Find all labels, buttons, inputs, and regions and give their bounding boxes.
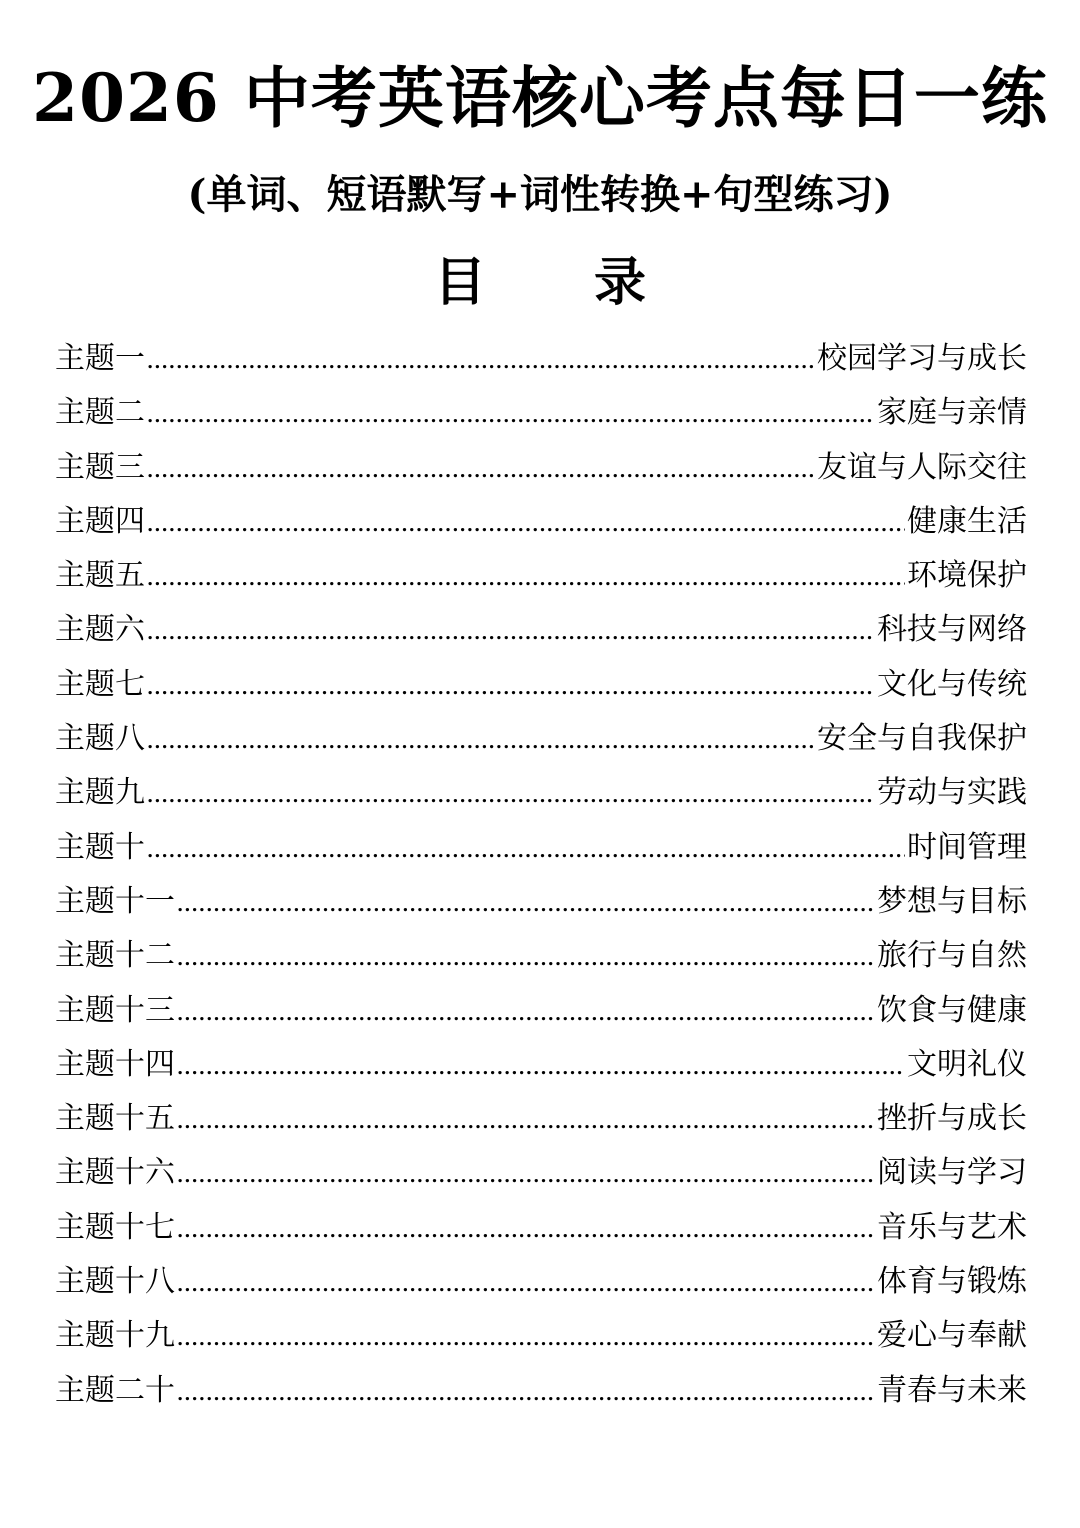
toc-entry-label: 主题十九 bbox=[55, 1318, 175, 1354]
toc-entry-label: 主题三 bbox=[55, 449, 145, 485]
toc-entry-topic: 家庭与亲情 bbox=[877, 395, 1027, 431]
toc-leader-dots bbox=[147, 607, 875, 661]
page-subtitle: (单词、短语默写+词性转换+句型练习) bbox=[187, 171, 893, 218]
toc-entry-label: 主题八 bbox=[55, 721, 145, 757]
toc-entry-label: 主题五 bbox=[55, 558, 145, 594]
toc-entry-label: 主题二十 bbox=[55, 1372, 175, 1408]
toc-leader-dots bbox=[177, 1259, 875, 1313]
toc-entry[interactable] bbox=[55, 603, 1027, 657]
toc-leader-dots bbox=[147, 825, 905, 879]
toc-entry-label: 主题十三 bbox=[55, 992, 175, 1028]
toc-entry[interactable] bbox=[55, 549, 1027, 603]
toc-entry-topic: 文明礼仪 bbox=[907, 1046, 1027, 1082]
toc-leader-dots bbox=[147, 662, 875, 716]
toc-entry-label: 主题十一 bbox=[55, 883, 175, 919]
toc-entry[interactable] bbox=[55, 1255, 1027, 1309]
toc-entry[interactable] bbox=[55, 332, 1027, 386]
toc-entry-topic: 时间管理 bbox=[907, 829, 1027, 865]
toc-entry-label: 主题四 bbox=[55, 503, 145, 539]
toc-entry[interactable] bbox=[55, 875, 1027, 929]
toc-entry-label: 主题十五 bbox=[55, 1101, 175, 1137]
toc-entry-topic: 音乐与艺术 bbox=[877, 1209, 1027, 1245]
toc-entry-label: 主题十八 bbox=[55, 1264, 175, 1300]
toc-leader-dots bbox=[147, 770, 875, 824]
toc-entry-topic: 校园学习与成长 bbox=[817, 341, 1027, 376]
toc-entry-label: 主题六 bbox=[55, 612, 145, 648]
toc-entry-topic: 阅读与学习 bbox=[877, 1155, 1027, 1191]
toc-entry-topic: 科技与网络 bbox=[877, 612, 1027, 648]
toc-leader-dots bbox=[147, 445, 815, 499]
toc-leader-dots bbox=[177, 1313, 875, 1367]
toc-leader-dots bbox=[177, 933, 875, 987]
toc-entry[interactable] bbox=[55, 441, 1027, 495]
toc-entry-label: 主题十四 bbox=[55, 1046, 175, 1082]
toc-entry-topic: 安全与自我保护 bbox=[817, 721, 1027, 757]
toc-entry[interactable] bbox=[55, 929, 1027, 983]
page-title: 2026 中考英语核心考点每日一练 bbox=[32, 59, 1048, 137]
toc-entry-label: 主题十 bbox=[55, 829, 145, 865]
toc-entry-topic: 旅行与自然 bbox=[877, 938, 1027, 974]
toc-entry-topic: 劳动与实践 bbox=[877, 775, 1027, 811]
toc-entry-topic: 文化与传统 bbox=[877, 666, 1027, 702]
toc-entry[interactable] bbox=[55, 495, 1027, 549]
toc-leader-dots bbox=[177, 1150, 875, 1204]
toc-leader-dots bbox=[147, 553, 905, 607]
toc-entry[interactable] bbox=[55, 658, 1027, 712]
toc-entry-label: 主题十七 bbox=[55, 1209, 175, 1245]
toc-entry[interactable] bbox=[55, 766, 1027, 820]
toc-leader-dots bbox=[177, 988, 875, 1042]
toc-leader-dots bbox=[147, 390, 875, 444]
toc-entry[interactable] bbox=[55, 712, 1027, 766]
toc-leader-dots bbox=[147, 499, 905, 553]
toc-entry-label: 主题一 bbox=[55, 341, 145, 376]
toc-entry-label: 主题十二 bbox=[55, 938, 175, 974]
toc-entry[interactable] bbox=[55, 1309, 1027, 1363]
toc-heading bbox=[0, 250, 1080, 316]
toc-entry[interactable] bbox=[55, 984, 1027, 1038]
toc-entry[interactable] bbox=[55, 386, 1027, 440]
toc-entry-topic: 梦想与目标 bbox=[877, 883, 1027, 919]
toc-leader-dots bbox=[147, 716, 815, 770]
toc-leader-dots bbox=[177, 1042, 905, 1096]
toc-leader-dots bbox=[177, 879, 875, 933]
toc-entry-topic: 环境保护 bbox=[907, 558, 1027, 594]
toc-entry-topic: 体育与锻炼 bbox=[877, 1264, 1027, 1300]
toc-leader-dots bbox=[177, 1205, 875, 1259]
table-of-contents bbox=[55, 332, 1027, 1418]
toc-entry-topic: 健康生活 bbox=[907, 503, 1027, 539]
toc-entry[interactable] bbox=[55, 1092, 1027, 1146]
toc-entry[interactable] bbox=[55, 1146, 1027, 1200]
toc-entry-topic: 挫折与成长 bbox=[877, 1101, 1027, 1137]
toc-entry-label: 主题二 bbox=[55, 395, 145, 431]
toc-entry-label: 主题七 bbox=[55, 666, 145, 702]
toc-entry[interactable] bbox=[55, 1364, 1027, 1418]
toc-entry-topic: 饮食与健康 bbox=[877, 992, 1027, 1028]
toc-entry[interactable] bbox=[55, 1038, 1027, 1092]
toc-entry[interactable] bbox=[55, 821, 1027, 875]
toc-leader-dots bbox=[177, 1368, 875, 1422]
toc-heading-char-1: 目 bbox=[434, 252, 487, 313]
toc-entry[interactable] bbox=[55, 1201, 1027, 1255]
toc-leader-dots bbox=[147, 336, 815, 390]
toc-entry-topic: 友谊与人际交往 bbox=[817, 449, 1027, 485]
toc-heading-char-2: 录 bbox=[594, 252, 647, 313]
toc-entry-topic: 爱心与奉献 bbox=[877, 1318, 1027, 1354]
toc-entry-label: 主题十六 bbox=[55, 1155, 175, 1191]
toc-entry-label: 主题九 bbox=[55, 775, 145, 811]
toc-leader-dots bbox=[177, 1096, 875, 1150]
toc-entry-topic: 青春与未来 bbox=[877, 1372, 1027, 1408]
